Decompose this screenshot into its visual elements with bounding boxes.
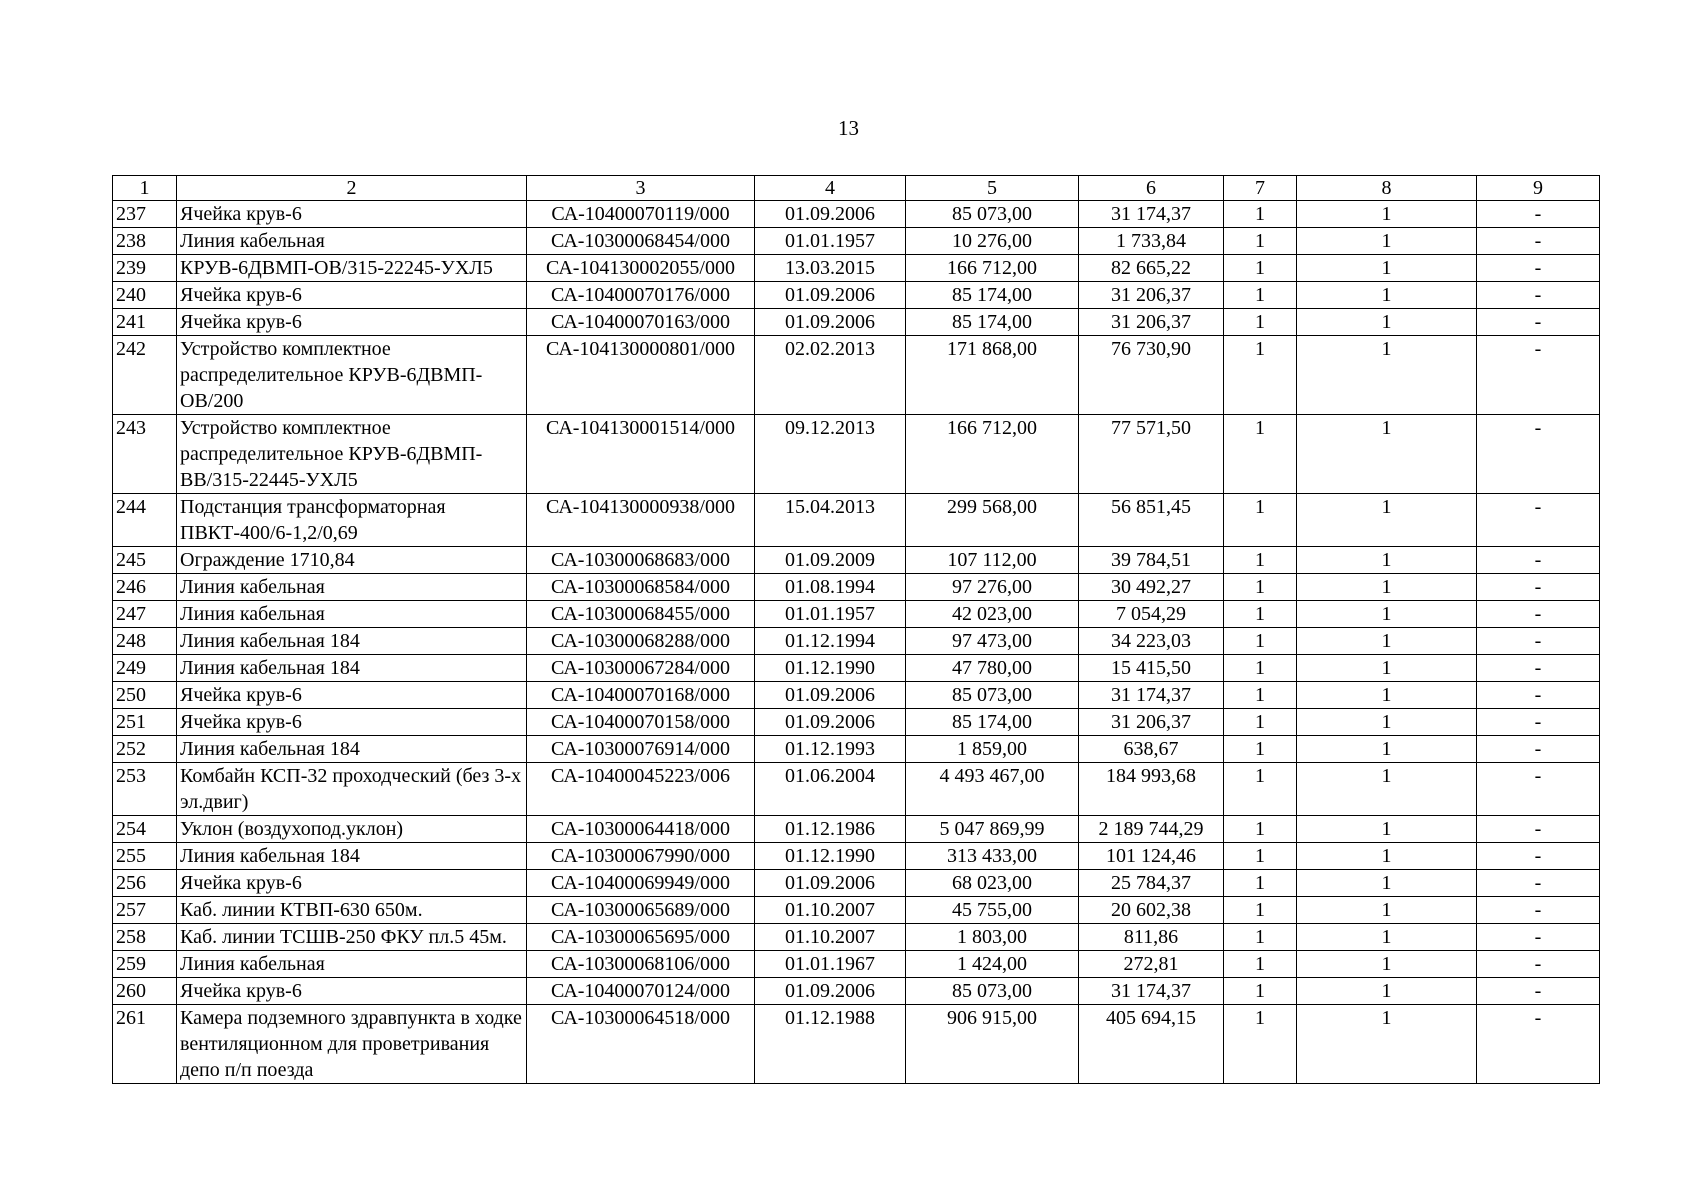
residual-cost: 77 571,50	[1079, 415, 1224, 494]
row-number: 253	[113, 763, 177, 816]
col-9-value: -	[1477, 547, 1600, 574]
initial-cost: 171 868,00	[906, 336, 1079, 415]
item-name: Подстанция трансформаторная ПВКТ-400/6-1,2/0,69	[177, 494, 527, 547]
col-7-value: 1	[1224, 601, 1297, 628]
table-row	[113, 201, 1600, 228]
initial-cost: 166 712,00	[906, 415, 1079, 494]
col-9-value: -	[1477, 1005, 1600, 1084]
column-header: 6	[1079, 176, 1224, 201]
col-9-value: -	[1477, 228, 1600, 255]
table-body	[113, 201, 1600, 1084]
row-number: 254	[113, 816, 177, 843]
col-9-value: -	[1477, 601, 1600, 628]
col-9-value: -	[1477, 574, 1600, 601]
initial-cost: 299 568,00	[906, 494, 1079, 547]
inventory-code: СА-10300064518/000	[527, 1005, 755, 1084]
residual-cost: 2 189 744,29	[1079, 816, 1224, 843]
table-row	[113, 628, 1600, 655]
residual-cost: 25 784,37	[1079, 870, 1224, 897]
col-9-value: -	[1477, 309, 1600, 336]
initial-cost: 85 073,00	[906, 201, 1079, 228]
initial-cost: 906 915,00	[906, 1005, 1079, 1084]
col-7-value: 1	[1224, 763, 1297, 816]
residual-cost: 811,86	[1079, 924, 1224, 951]
inventory-code: СА-10400070168/000	[527, 682, 755, 709]
col-7-value: 1	[1224, 843, 1297, 870]
row-number: 252	[113, 736, 177, 763]
col-7-value: 1	[1224, 709, 1297, 736]
table-row	[113, 494, 1600, 547]
table-row	[113, 682, 1600, 709]
col-8-value: 1	[1297, 415, 1477, 494]
item-name: КРУВ-6ДВМП-ОВ/315-22245-УХЛ5	[177, 255, 527, 282]
col-9-value: -	[1477, 255, 1600, 282]
item-name: Линия кабельная 184	[177, 655, 527, 682]
item-name: Ячейка крув-6	[177, 201, 527, 228]
col-8-value: 1	[1297, 682, 1477, 709]
inventory-code: СА-10300065695/000	[527, 924, 755, 951]
col-7-value: 1	[1224, 415, 1297, 494]
col-8-value: 1	[1297, 870, 1477, 897]
residual-cost: 31 206,37	[1079, 282, 1224, 309]
residual-cost: 101 124,46	[1079, 843, 1224, 870]
col-9-value: -	[1477, 628, 1600, 655]
row-number: 248	[113, 628, 177, 655]
col-9-value: -	[1477, 816, 1600, 843]
col-7-value: 1	[1224, 309, 1297, 336]
row-number: 250	[113, 682, 177, 709]
row-number: 249	[113, 655, 177, 682]
table-row	[113, 1005, 1600, 1084]
inventory-code: СА-10300068288/000	[527, 628, 755, 655]
commission-date: 01.12.1990	[755, 843, 906, 870]
col-7-value: 1	[1224, 494, 1297, 547]
inventory-code: СА-10400070119/000	[527, 201, 755, 228]
col-9-value: -	[1477, 924, 1600, 951]
col-8-value: 1	[1297, 736, 1477, 763]
inventory-code: СА-10300067284/000	[527, 655, 755, 682]
initial-cost: 47 780,00	[906, 655, 1079, 682]
col-8-value: 1	[1297, 843, 1477, 870]
col-7-value: 1	[1224, 655, 1297, 682]
column-header: 2	[177, 176, 527, 201]
initial-cost: 4 493 467,00	[906, 763, 1079, 816]
row-number: 239	[113, 255, 177, 282]
row-number: 259	[113, 951, 177, 978]
commission-date: 01.09.2006	[755, 978, 906, 1005]
inventory-code: СА-10300065689/000	[527, 897, 755, 924]
row-number: 245	[113, 547, 177, 574]
commission-date: 01.09.2009	[755, 547, 906, 574]
item-name: Устройство комплектное распределительное КРУВ-6ДВМП-ВВ/315-22445-УХЛ5	[177, 415, 527, 494]
table-row	[113, 547, 1600, 574]
commission-date: 01.12.1993	[755, 736, 906, 763]
col-8-value: 1	[1297, 228, 1477, 255]
commission-date: 13.03.2015	[755, 255, 906, 282]
col-8-value: 1	[1297, 816, 1477, 843]
residual-cost: 31 174,37	[1079, 682, 1224, 709]
commission-date: 01.09.2006	[755, 870, 906, 897]
residual-cost: 39 784,51	[1079, 547, 1224, 574]
column-header: 7	[1224, 176, 1297, 201]
item-name: Ячейка крув-6	[177, 709, 527, 736]
commission-date: 01.12.1986	[755, 816, 906, 843]
commission-date: 01.10.2007	[755, 924, 906, 951]
row-number: 243	[113, 415, 177, 494]
commission-date: 01.08.1994	[755, 574, 906, 601]
item-name: Ячейка крув-6	[177, 978, 527, 1005]
inventory-code: СА-10300068454/000	[527, 228, 755, 255]
initial-cost: 85 073,00	[906, 682, 1079, 709]
residual-cost: 405 694,15	[1079, 1005, 1224, 1084]
col-8-value: 1	[1297, 336, 1477, 415]
asset-table	[112, 175, 1600, 1084]
col-7-value: 1	[1224, 924, 1297, 951]
col-9-value: -	[1477, 282, 1600, 309]
item-name: Линия кабельная	[177, 574, 527, 601]
item-name: Линия кабельная	[177, 228, 527, 255]
row-number: 237	[113, 201, 177, 228]
residual-cost: 82 665,22	[1079, 255, 1224, 282]
item-name: Каб. линии КТВП-630 650м.	[177, 897, 527, 924]
col-8-value: 1	[1297, 574, 1477, 601]
table-row	[113, 255, 1600, 282]
initial-cost: 5 047 869,99	[906, 816, 1079, 843]
residual-cost: 15 415,50	[1079, 655, 1224, 682]
item-name: Ячейка крув-6	[177, 682, 527, 709]
row-number: 258	[113, 924, 177, 951]
commission-date: 01.10.2007	[755, 897, 906, 924]
column-header: 1	[113, 176, 177, 201]
col-8-value: 1	[1297, 1005, 1477, 1084]
residual-cost: 1 733,84	[1079, 228, 1224, 255]
initial-cost: 85 174,00	[906, 309, 1079, 336]
row-number: 247	[113, 601, 177, 628]
column-header: 3	[527, 176, 755, 201]
table-row	[113, 415, 1600, 494]
col-9-value: -	[1477, 336, 1600, 415]
residual-cost: 184 993,68	[1079, 763, 1224, 816]
table-row	[113, 978, 1600, 1005]
col-8-value: 1	[1297, 201, 1477, 228]
residual-cost: 20 602,38	[1079, 897, 1224, 924]
initial-cost: 85 174,00	[906, 282, 1079, 309]
col-9-value: -	[1477, 763, 1600, 816]
item-name: Комбайн КСП-32 проходческий (без 3-х эл.двиг)	[177, 763, 527, 816]
item-name: Ячейка крув-6	[177, 282, 527, 309]
commission-date: 02.02.2013	[755, 336, 906, 415]
col-7-value: 1	[1224, 1005, 1297, 1084]
col-7-value: 1	[1224, 736, 1297, 763]
col-8-value: 1	[1297, 978, 1477, 1005]
residual-cost: 56 851,45	[1079, 494, 1224, 547]
item-name: Ячейка крув-6	[177, 309, 527, 336]
col-7-value: 1	[1224, 951, 1297, 978]
column-header: 9	[1477, 176, 1600, 201]
col-8-value: 1	[1297, 924, 1477, 951]
inventory-code: СА-10300067990/000	[527, 843, 755, 870]
residual-cost: 7 054,29	[1079, 601, 1224, 628]
col-7-value: 1	[1224, 282, 1297, 309]
commission-date: 01.01.1957	[755, 228, 906, 255]
residual-cost: 31 174,37	[1079, 201, 1224, 228]
col-8-value: 1	[1297, 709, 1477, 736]
col-8-value: 1	[1297, 655, 1477, 682]
residual-cost: 272,81	[1079, 951, 1224, 978]
col-9-value: -	[1477, 415, 1600, 494]
item-name: Каб. линии ТСШВ-250 ФКУ пл.5 45м.	[177, 924, 527, 951]
item-name: Линия кабельная 184	[177, 736, 527, 763]
table-row	[113, 870, 1600, 897]
commission-date: 01.12.1988	[755, 1005, 906, 1084]
col-7-value: 1	[1224, 574, 1297, 601]
item-name: Ячейка крув-6	[177, 870, 527, 897]
col-8-value: 1	[1297, 547, 1477, 574]
inventory-code: СА-10400070158/000	[527, 709, 755, 736]
col-7-value: 1	[1224, 870, 1297, 897]
page-number: 13	[838, 116, 859, 140]
initial-cost: 42 023,00	[906, 601, 1079, 628]
initial-cost: 107 112,00	[906, 547, 1079, 574]
initial-cost: 1 859,00	[906, 736, 1079, 763]
residual-cost: 30 492,27	[1079, 574, 1224, 601]
col-7-value: 1	[1224, 547, 1297, 574]
col-8-value: 1	[1297, 601, 1477, 628]
initial-cost: 166 712,00	[906, 255, 1079, 282]
initial-cost: 313 433,00	[906, 843, 1079, 870]
inventory-code: СА-104130000801/000	[527, 336, 755, 415]
row-number: 238	[113, 228, 177, 255]
commission-date: 01.01.1957	[755, 601, 906, 628]
item-name: Линия кабельная 184	[177, 628, 527, 655]
table-row	[113, 843, 1600, 870]
inventory-code: СА-104130002055/000	[527, 255, 755, 282]
col-9-value: -	[1477, 978, 1600, 1005]
inventory-code: СА-10400070176/000	[527, 282, 755, 309]
table-row	[113, 763, 1600, 816]
initial-cost: 97 276,00	[906, 574, 1079, 601]
table-row	[113, 282, 1600, 309]
item-name: Линия кабельная	[177, 951, 527, 978]
col-9-value: -	[1477, 897, 1600, 924]
initial-cost: 10 276,00	[906, 228, 1079, 255]
col-7-value: 1	[1224, 682, 1297, 709]
row-number: 246	[113, 574, 177, 601]
commission-date: 01.01.1967	[755, 951, 906, 978]
header-row	[113, 176, 1600, 201]
col-8-value: 1	[1297, 494, 1477, 547]
initial-cost: 45 755,00	[906, 897, 1079, 924]
col-8-value: 1	[1297, 255, 1477, 282]
row-number: 256	[113, 870, 177, 897]
residual-cost: 31 206,37	[1079, 309, 1224, 336]
col-7-value: 1	[1224, 255, 1297, 282]
initial-cost: 1 424,00	[906, 951, 1079, 978]
inventory-code: СА-104130000938/000	[527, 494, 755, 547]
inventory-code: СА-10400069949/000	[527, 870, 755, 897]
item-name: Устройство комплектное распределительное КРУВ-6ДВМП-ОВ/200	[177, 336, 527, 415]
col-7-value: 1	[1224, 897, 1297, 924]
initial-cost: 85 073,00	[906, 978, 1079, 1005]
row-number: 255	[113, 843, 177, 870]
table-row	[113, 601, 1600, 628]
col-7-value: 1	[1224, 336, 1297, 415]
col-7-value: 1	[1224, 978, 1297, 1005]
table-row	[113, 897, 1600, 924]
column-header: 4	[755, 176, 906, 201]
table-row	[113, 736, 1600, 763]
row-number: 241	[113, 309, 177, 336]
col-7-value: 1	[1224, 201, 1297, 228]
residual-cost: 638,67	[1079, 736, 1224, 763]
inventory-code: СА-10300064418/000	[527, 816, 755, 843]
col-7-value: 1	[1224, 628, 1297, 655]
table-row	[113, 574, 1600, 601]
commission-date: 15.04.2013	[755, 494, 906, 547]
table-row	[113, 655, 1600, 682]
commission-date: 01.12.1990	[755, 655, 906, 682]
col-7-value: 1	[1224, 816, 1297, 843]
table-row	[113, 924, 1600, 951]
residual-cost: 76 730,90	[1079, 336, 1224, 415]
row-number: 244	[113, 494, 177, 547]
commission-date: 01.09.2006	[755, 282, 906, 309]
inventory-code: СА-10400070163/000	[527, 309, 755, 336]
commission-date: 01.09.2006	[755, 201, 906, 228]
commission-date: 01.09.2006	[755, 709, 906, 736]
inventory-code: СА-10300068683/000	[527, 547, 755, 574]
col-8-value: 1	[1297, 282, 1477, 309]
table-row	[113, 309, 1600, 336]
item-name: Линия кабельная	[177, 601, 527, 628]
col-9-value: -	[1477, 843, 1600, 870]
commission-date: 01.06.2004	[755, 763, 906, 816]
item-name: Камера подземного здравпункта в ходке вентиляционном для проветривания депо п/п поезда	[177, 1005, 527, 1084]
commission-date: 01.09.2006	[755, 309, 906, 336]
col-9-value: -	[1477, 682, 1600, 709]
col-8-value: 1	[1297, 309, 1477, 336]
row-number: 240	[113, 282, 177, 309]
item-name: Линия кабельная 184	[177, 843, 527, 870]
row-number: 242	[113, 336, 177, 415]
residual-cost: 31 206,37	[1079, 709, 1224, 736]
inventory-code: СА-104130001514/000	[527, 415, 755, 494]
commission-date: 01.12.1994	[755, 628, 906, 655]
commission-date: 01.09.2006	[755, 682, 906, 709]
col-8-value: 1	[1297, 763, 1477, 816]
col-8-value: 1	[1297, 897, 1477, 924]
inventory-code: СА-10400070124/000	[527, 978, 755, 1005]
residual-cost: 34 223,03	[1079, 628, 1224, 655]
table-row	[113, 336, 1600, 415]
col-8-value: 1	[1297, 628, 1477, 655]
row-number: 261	[113, 1005, 177, 1084]
inventory-code: СА-10300068584/000	[527, 574, 755, 601]
col-9-value: -	[1477, 201, 1600, 228]
inventory-code: СА-10300068455/000	[527, 601, 755, 628]
col-9-value: -	[1477, 870, 1600, 897]
col-8-value: 1	[1297, 951, 1477, 978]
item-name: Уклон (воздухопод.уклон)	[177, 816, 527, 843]
col-9-value: -	[1477, 951, 1600, 978]
residual-cost: 31 174,37	[1079, 978, 1224, 1005]
column-header: 5	[906, 176, 1079, 201]
item-name: Ограждение 1710,84	[177, 547, 527, 574]
row-number: 251	[113, 709, 177, 736]
table-row	[113, 816, 1600, 843]
col-7-value: 1	[1224, 228, 1297, 255]
inventory-code: СА-10400045223/006	[527, 763, 755, 816]
initial-cost: 85 174,00	[906, 709, 1079, 736]
table-row	[113, 951, 1600, 978]
table-row	[113, 709, 1600, 736]
column-header: 8	[1297, 176, 1477, 201]
inventory-code: СА-10300076914/000	[527, 736, 755, 763]
col-9-value: -	[1477, 736, 1600, 763]
table-header	[113, 176, 1600, 201]
initial-cost: 1 803,00	[906, 924, 1079, 951]
col-9-value: -	[1477, 709, 1600, 736]
initial-cost: 97 473,00	[906, 628, 1079, 655]
table-row	[113, 228, 1600, 255]
initial-cost: 68 023,00	[906, 870, 1079, 897]
col-9-value: -	[1477, 494, 1600, 547]
inventory-code: СА-10300068106/000	[527, 951, 755, 978]
commission-date: 09.12.2013	[755, 415, 906, 494]
row-number: 260	[113, 978, 177, 1005]
col-9-value: -	[1477, 655, 1600, 682]
row-number: 257	[113, 897, 177, 924]
